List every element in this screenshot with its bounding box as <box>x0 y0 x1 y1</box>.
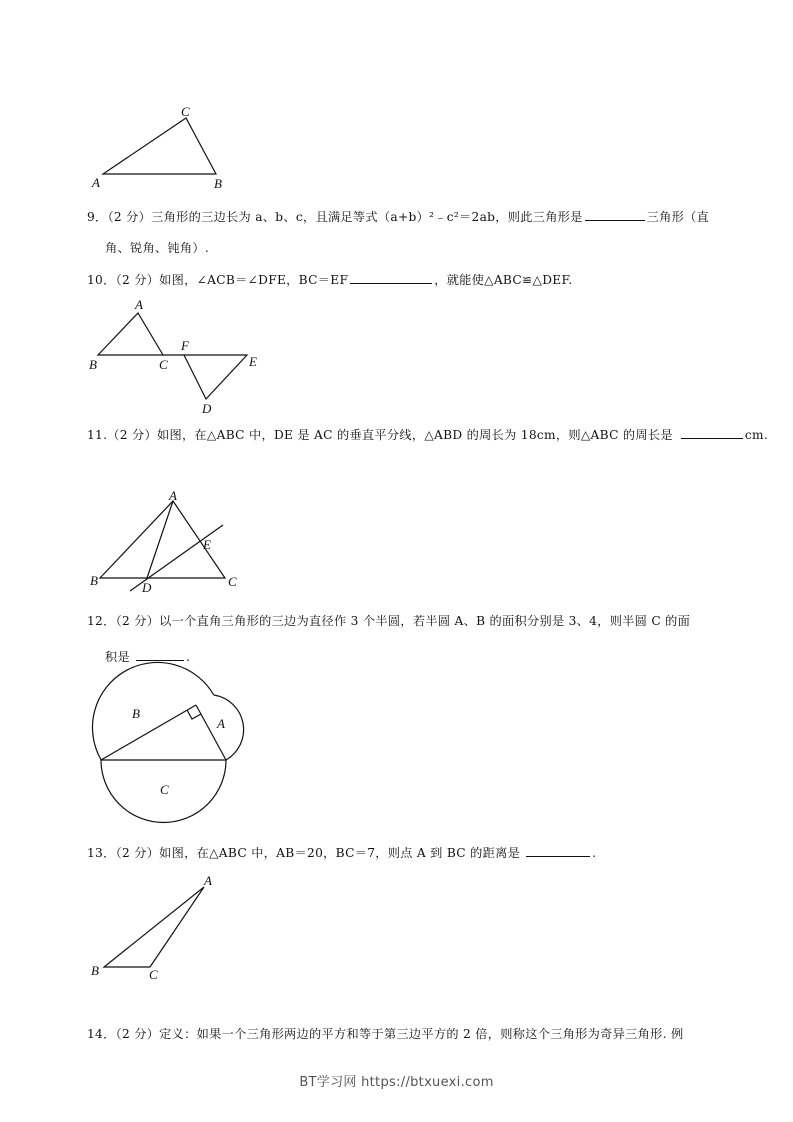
question-9-line-2: 角、锐角、钝角）. <box>105 241 210 255</box>
question-13 <box>87 843 596 862</box>
label-c: C <box>160 782 169 797</box>
triangles-figure-q10 <box>85 295 275 420</box>
triangle-figure-q8 <box>85 100 245 195</box>
label-a: A <box>169 488 177 503</box>
leg-a <box>196 705 226 760</box>
triangle-abc <box>98 313 163 355</box>
label-b: B <box>89 357 97 372</box>
label-a: A <box>217 716 225 731</box>
answer-blank-q10[interactable] <box>350 270 432 284</box>
label-c: C <box>149 967 158 982</box>
triangle-abc <box>103 118 216 174</box>
triangle-figure-q11 <box>85 488 245 593</box>
answer-blank-q9[interactable] <box>585 207 645 221</box>
answer-blank-q11[interactable] <box>681 425 743 439</box>
label-a: A <box>204 873 212 888</box>
answer-blank-q13[interactable] <box>526 843 590 857</box>
triangle-abc <box>104 887 204 967</box>
semicircles-figure-q12 <box>85 660 260 825</box>
label-f: F <box>181 338 189 353</box>
question-11-text: 11.（2 分）如图，在△ABC 中，DE 是 AC 的垂直平分线，△ABD 的周长为 18cm，则△ABC 的周长是 <box>87 428 673 442</box>
question-11 <box>87 425 768 444</box>
label-b: B <box>132 706 140 721</box>
segment-ad <box>147 501 173 578</box>
question-9-text-tail: 三角形（直 <box>646 210 710 224</box>
semicircle-b <box>92 662 213 760</box>
label-d: D <box>142 580 152 595</box>
question-14-line-1: 14．（2 分）定义：如果一个三角形两边的平方和等于第三边平方的 2 倍，则称这个三角形为奇异三角形. 例 <box>87 1027 684 1041</box>
question-12-text: 积是 <box>105 650 130 664</box>
page-footer: BT学习网 https://btxuexi.com <box>299 1075 494 1090</box>
label-d: D <box>202 401 212 416</box>
question-10 <box>87 270 573 289</box>
label-e: E <box>203 537 211 552</box>
question-11-unit: cm. <box>744 428 769 442</box>
triangle-def <box>184 355 247 399</box>
question-9-line-1 <box>87 207 709 226</box>
leg-b <box>101 705 196 760</box>
question-10-text: 10．（2 分）如图，∠ACB＝∠DFE，BC＝EF <box>87 273 349 287</box>
question-10-text-tail: ，就能使△ABC≌△DEF. <box>434 273 573 287</box>
question-13-tail: . <box>592 846 597 860</box>
triangle-figure-q13 <box>85 870 230 985</box>
question-12-line-1: 12．（2 分）以一个直角三角形的三边为直径作 3 个半圆，若半圆 A、B 的面积分别是 3、4，则半圆 C 的面 <box>87 614 691 628</box>
question-12-line-2: 积是 . <box>105 647 190 666</box>
label-b: B <box>214 176 222 191</box>
answer-blank-q12[interactable] <box>136 647 184 661</box>
label-a: A <box>92 175 100 190</box>
label-c: C <box>228 574 237 589</box>
question-9-text: 9．（2 分）三角形的三边长为 a、b、c，且满足等式（a+b）²﹣c²＝2ab，则此三角形是 <box>87 210 583 224</box>
label-b: B <box>90 573 98 588</box>
label-b: B <box>91 963 99 978</box>
label-a: A <box>135 297 143 312</box>
label-e: E <box>249 354 257 369</box>
label-c: C <box>181 104 190 119</box>
question-13-text: 13．（2 分）如图，在△ABC 中，AB＝20，BC＝7，则点 A 到 BC 的距离是 <box>87 846 521 860</box>
label-c: C <box>159 357 168 372</box>
